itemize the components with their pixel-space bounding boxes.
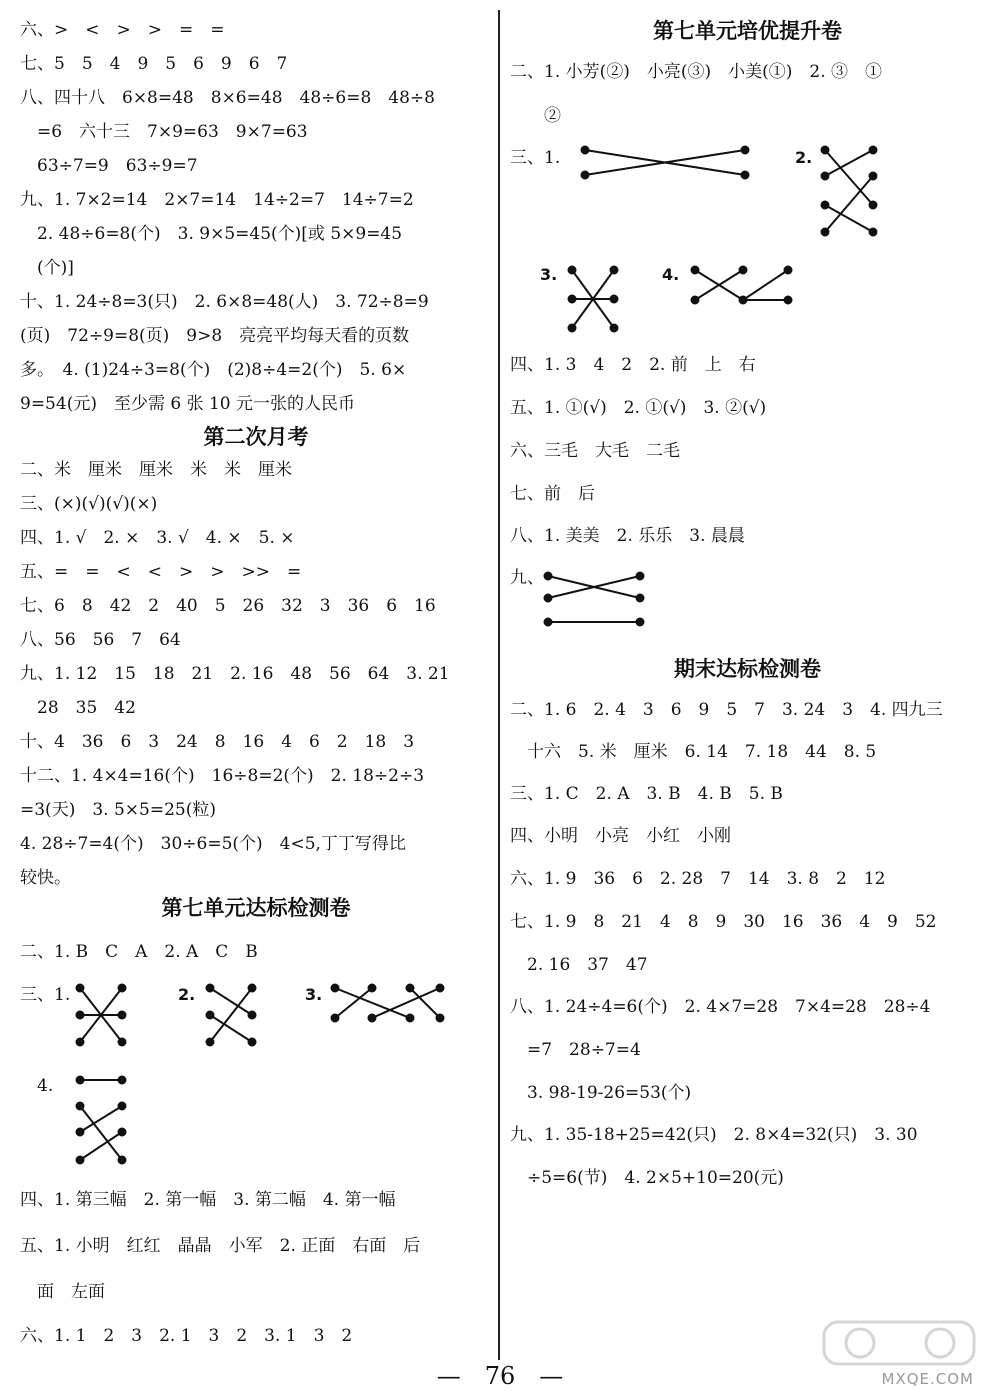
left-answer-line: 八、四十八 6×8=48 8×6=48 48÷6=8 48÷8: [20, 88, 435, 108]
match-label-r4: 4.: [662, 265, 680, 284]
left-answer-line: 28 35 42: [20, 698, 136, 718]
left-answer-line: 四、1. 第三幅 2. 第一幅 3. 第二幅 4. 第一幅: [20, 1190, 396, 1210]
left-answer-line: 八、56 56 7 64: [20, 630, 181, 650]
left-answer-line: (页) 72÷9=8(页) 9>8 亮亮平均每天看的页数: [20, 326, 410, 346]
right-answer-line: 二、1. 6 2. 4 3 6 9 5 7 3. 24 3 4. 四九三: [510, 700, 943, 720]
left-answer-line: 2. 48÷6=8(个) 3. 9×5=45(个)[或 5×9=45: [20, 224, 403, 244]
left-answer-line: 九、1. 12 15 18 21 2. 16 48 56 64 3. 21: [20, 664, 450, 684]
right-answer-line: 四、小明 小亮 小红 小刚: [510, 826, 731, 846]
left-answer-line: 五、= = < < > > >> =: [20, 562, 302, 582]
match-label-r2: 2.: [795, 148, 813, 167]
match-label-r3: 3.: [540, 265, 558, 284]
left-answer-line: 二、1. B C A 2. A C B: [20, 942, 258, 962]
left-answer-line: 4.: [20, 1076, 54, 1096]
left-answer-line: 十、1. 24÷8=3(只) 2. 6×8=48(人) 3. 72÷8=9: [20, 292, 429, 312]
right-answer-line: 六、1. 9 36 6 2. 28 7 14 3. 8 2 12: [510, 869, 886, 889]
right-answer-line: ②: [510, 106, 561, 126]
right-answer-line: 七、前 后: [510, 484, 595, 504]
right-answer-line: 六、三毛 大毛 二毛: [510, 441, 680, 461]
right-answer-line: 二、1. 小芳(②) 小亮(③) 小美(①) 2. ③ ①: [510, 62, 883, 82]
right-answer-line: ÷5=6(节) 4. 2×5+10=20(元): [510, 1168, 784, 1188]
right-answer-line: 八、1. 24÷4=6(个) 2. 4×7=28 7×4=28 28÷4: [510, 997, 931, 1017]
right-answer-line: 三、1. C 2. A 3. B 4. B 5. B: [510, 784, 783, 804]
section-heading: 第七单元培优提升卷: [653, 19, 842, 43]
left-answer-line: (个)]: [20, 258, 74, 278]
match-diagram-2: [200, 980, 270, 1050]
match-diagram-r1: [575, 140, 755, 185]
footer-dash-left: —: [436, 1362, 485, 1390]
right-answer-line: 九、1. 35-18+25=42(只) 2. 8×4=32(只) 3. 30: [510, 1125, 918, 1145]
left-answer-line: 十、4 36 6 3 24 8 16 4 6 2 18 3: [20, 732, 415, 752]
match-diagram-1: [70, 980, 140, 1050]
right-answer-line: 九、: [510, 568, 544, 588]
left-answer-line: 七、5 5 4 9 5 6 9 6 7: [20, 54, 288, 74]
right-answer-line: 十六 5. 米 厘米 6. 14 7. 18 44 8. 5: [510, 742, 877, 762]
watermark-text: MXQE.COM: [881, 1370, 974, 1388]
left-answer-line: 四、1. √ 2. × 3. √ 4. × 5. ×: [20, 528, 295, 548]
left-answer-line: 三、1.: [20, 985, 71, 1005]
right-answer-line: =7 28÷7=4: [510, 1040, 641, 1060]
match-label-3: 3.: [305, 985, 323, 1004]
match-diagram-r9: [540, 568, 650, 633]
left-answer-line: =6 六十三 7×9=63 9×7=63: [20, 122, 308, 142]
left-answer-line: 4. 28÷7=4(个) 30÷6=5(个) 4<5,丁丁写得比: [20, 834, 406, 854]
left-answer-line: 多。 4. (1)24÷3=8(个) (2)8÷4=2(个) 5. 6×: [20, 360, 407, 380]
section-heading: 第二次月考: [203, 425, 309, 449]
match-diagram-r4: [685, 262, 800, 307]
match-diagram-r3: [562, 262, 627, 337]
page-footer: [430, 1356, 570, 1391]
right-answer-line: 3. 98-19-26=53(个): [510, 1083, 692, 1103]
right-answer-line: 八、1. 美美 2. 乐乐 3. 晨晨: [510, 526, 745, 546]
match-diagram-3: [325, 978, 455, 1028]
match-diagram-r2: [815, 140, 885, 240]
left-answer-line: 七、6 8 42 2 40 5 26 32 3 36 6 16: [20, 596, 436, 616]
left-answer-line: 三、(×)(√)(√)(×): [20, 494, 158, 514]
left-answer-line: 五、1. 小明 红红 晶晶 小军 2. 正面 右面 后: [20, 1236, 421, 1256]
match-label-2: 2.: [178, 985, 196, 1004]
right-answer-line: 2. 16 37 47: [510, 955, 648, 975]
left-answer-line: 六、> < > > = =: [20, 20, 225, 40]
match-diagram-4: [70, 1070, 140, 1170]
right-answer-line: 三、1.: [510, 148, 561, 168]
left-answer-line: 二、米 厘米 厘米 米 米 厘米: [20, 460, 292, 480]
right-answer-line: 四、1. 3 4 2 2. 前 上 右: [510, 355, 756, 375]
left-answer-line: 十二、1. 4×4=16(个) 16÷8=2(个) 2. 18÷2÷3: [20, 766, 425, 786]
column-divider: [498, 10, 500, 1360]
right-answer-line: 七、1. 9 8 21 4 8 9 30 16 36 4 9 52: [510, 912, 937, 932]
left-answer-line: 较快。: [20, 868, 71, 888]
left-answer-line: 9=54(元) 至少需 6 张 10 元一张的人民币: [20, 394, 356, 414]
left-answer-line: 面 左面: [20, 1282, 105, 1302]
right-answer-line: 五、1. ①(√) 2. ①(√) 3. ②(√): [510, 398, 767, 418]
page-number: 76: [484, 1362, 516, 1390]
footer-dash-right: —: [515, 1362, 564, 1390]
left-answer-line: =3(天) 3. 5×5=25(粒): [20, 800, 216, 820]
section-heading: 期末达标检测卷: [674, 657, 821, 681]
section-heading: 第七单元达标检测卷: [161, 896, 351, 920]
left-answer-line: 63÷7=9 63÷9=7: [20, 156, 198, 176]
left-answer-line: 九、1. 7×2=14 2×7=14 14÷2=7 14÷7=2: [20, 190, 414, 210]
left-answer-line: 六、1. 1 2 3 2. 1 3 2 3. 1 3 2: [20, 1326, 353, 1346]
